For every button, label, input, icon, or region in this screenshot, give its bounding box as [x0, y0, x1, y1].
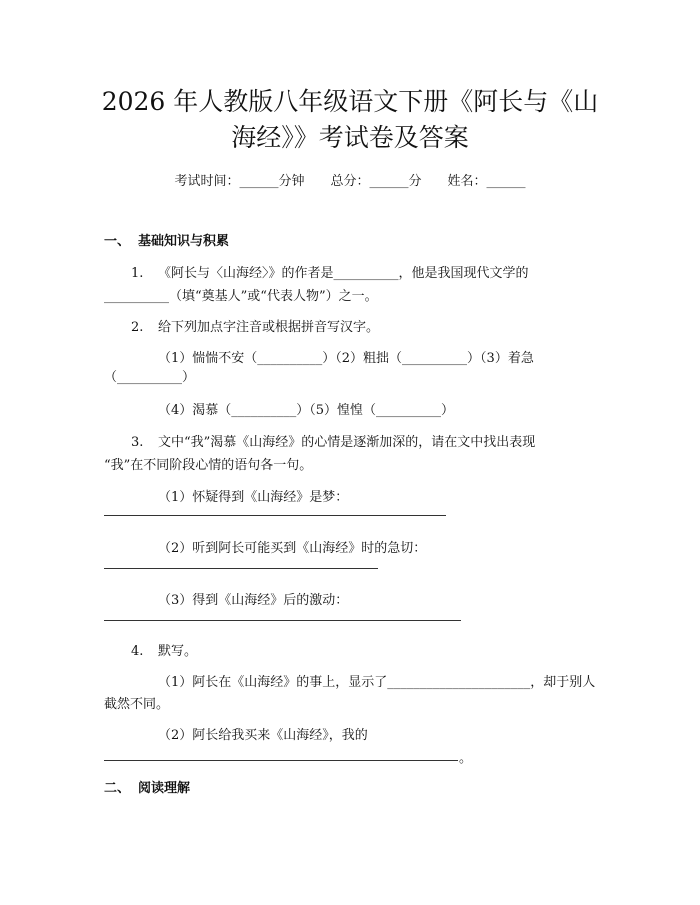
section-heading-1	[104, 230, 229, 249]
question-4-sub2-end: 。	[459, 751, 473, 766]
question-2-stem	[131, 316, 379, 335]
page-title-line1: 2026 年人教版八年级语文下册《阿长与《山	[101, 87, 599, 116]
question-text: 《阿长与〈山海经〉》的作者是__________，他是我国现代文学的	[158, 266, 529, 281]
section-heading-2	[104, 777, 190, 796]
exam-meta	[0, 170, 700, 189]
question-3-sub2: （2）听到阿长可能买到《山海经》时的急切：	[158, 541, 427, 556]
question-text: 默写。	[158, 644, 198, 659]
question-4-sub2: （2）阿长给我买来《山海经》，我的	[158, 728, 368, 743]
question-4-sub1-line2: 截然不同。	[104, 697, 170, 712]
question-3-line2: “我”在不同阶段心情的语句各一句。	[104, 458, 313, 473]
question-text: 给下列加点字注音或根据拼音写汉字。	[158, 320, 380, 335]
section-number: 二、	[104, 781, 131, 796]
question-2-row2: （4）渴慕（__________）（5）惶惶（__________）	[158, 403, 455, 418]
answer-line-3-2	[104, 568, 378, 569]
page-title-line2: 海经》》考试卷及答案	[231, 123, 469, 152]
question-1-line1	[131, 262, 529, 281]
answer-line-3-1	[104, 515, 446, 516]
exam-score: 总分：______分	[330, 174, 422, 189]
question-4-sub1-line1: （1）阿长在《山海经》的事上，显示了______________________，却于别人	[158, 675, 596, 690]
question-1-line2: __________（填“奠基人”或“代表人物”）之一。	[104, 289, 378, 304]
question-2-row1-cont: （__________）	[104, 370, 196, 385]
question-3-sub3: （3）得到《山海经》后的激动：	[158, 593, 349, 608]
question-number: 2.	[131, 320, 144, 335]
question-4-stem	[131, 640, 197, 659]
question-text: 文中“我”渴慕《山海经》的心情是逐渐加深的，请在文中找出表现	[158, 435, 536, 450]
answer-line-4-2	[104, 760, 458, 761]
exam-time: 考试时间：______分钟	[174, 174, 305, 189]
answer-line-3-3	[104, 620, 461, 621]
section-number: 一、	[104, 234, 131, 249]
section-title: 阅读理解	[138, 781, 191, 796]
question-2-row1: （1）惴惴不安（__________）（2）粗拙（__________）（3）着急	[158, 351, 534, 366]
exam-name: 姓名：______	[447, 174, 526, 189]
question-number: 1.	[131, 266, 144, 281]
question-3-sub1: （1）怀疑得到《山海经》是梦：	[158, 490, 349, 505]
question-number: 3.	[131, 435, 144, 450]
question-number: 4.	[131, 644, 144, 659]
question-3-line1	[131, 431, 535, 450]
section-title: 基础知识与积累	[138, 234, 230, 249]
